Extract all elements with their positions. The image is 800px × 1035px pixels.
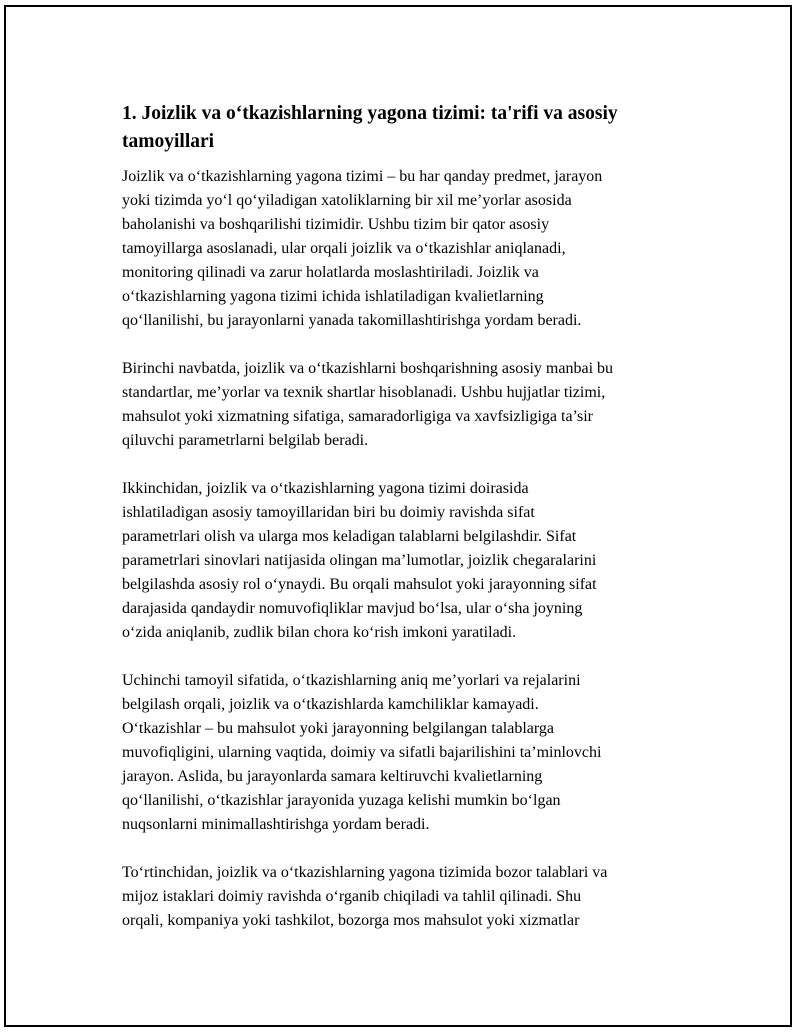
text-line: parametrlari olish va ularga mos keladigan talablarni belgilashdir. Sifat — [122, 528, 577, 545]
paragraph-second-principle — [122, 477, 694, 645]
title-line: tamoyillari — [122, 131, 215, 152]
text-line: monitoring qilinadi va zarur holatlarda moslashtiriladi. Joizlik va — [122, 264, 539, 281]
text-line: yoki tizimda yo‘l qo‘yiladigan xatoliklarning bir xil me’yorlar asosida — [122, 192, 572, 209]
text-line: To‘rtinchidan, joizlik va o‘tkazishlarning yagona tizimida bozor talablari va — [122, 864, 608, 881]
text-line: qiluvchi parametrlarni belgilab beradi. — [122, 432, 369, 449]
paragraph-first-principle — [122, 357, 694, 453]
text-line: parametrlari sinovlari natijasida olingan ma’lumotlar, joizlik chegaralarini — [122, 552, 597, 569]
text-line: baholanishi va boshqarilishi tizimidir. Ushbu tizim bir qator asosiy — [122, 216, 550, 233]
text-line: darajasida qandaydir nomuvofiqliklar mavjud bo‘lsa, ular o‘sha joyning — [122, 600, 583, 617]
section-title — [122, 100, 694, 156]
text-line: Ikkinchidan, joizlik va o‘tkazishlarning yagona tizimi doirasida — [122, 480, 529, 497]
text-line: qo‘llanilishi, bu jarayonlarni yanada takomillashtirishga yordam beradi. — [122, 312, 582, 329]
text-line: standartlar, me’yorlar va texnik shartlar hisoblanadi. Ushbu hujjatlar tizimi, — [122, 384, 606, 401]
text-line: belgilash orqali, joizlik va o‘tkazishlarda kamchiliklar kamayadi. — [122, 696, 539, 713]
text-line: o‘zida aniqlanib, zudlik bilan chora ko‘rish imkoni yaratiladi. — [122, 624, 517, 641]
title-line: 1. Joizlik va o‘tkazishlarning yagona tizimi: ta'rifi va asosiy — [122, 103, 618, 124]
text-line: belgilashda asosiy rol o‘ynaydi. Bu orqali mahsulot yoki jarayonning sifat — [122, 576, 597, 593]
text-line: nuqsonlarni minimallashtirishga yordam beradi. — [122, 816, 430, 833]
text-line: o‘tkazishlarning yagona tizimi ichida ishlatiladigan kvalietlarning — [122, 288, 544, 305]
text-line: Uchinchi tamoyil sifatida, o‘tkazishlarning aniq me’yorlari va rejalarini — [122, 672, 581, 689]
text-line: ishlatiladigan asosiy tamoyillaridan biri bu doimiy ravishda sifat — [122, 504, 535, 521]
text-line: qo‘llanilishi, o‘tkazishlar jarayonida yuzaga kelishi mumkin bo‘lgan — [122, 792, 561, 809]
text-line: orqali, kompaniya yoki tashkilot, bozorga mos mahsulot yoki xizmatlar — [122, 912, 580, 929]
text-line: O‘tkazishlar – bu mahsulot yoki jarayonning belgilangan talablarga — [122, 720, 555, 737]
paragraph-third-principle — [122, 669, 694, 837]
text-line: jarayon. Aslida, bu jarayonlarda samara keltiruvchi kvalietlarning — [122, 768, 543, 785]
paragraph-fourth-principle — [122, 861, 694, 933]
text-line: Joizlik va o‘tkazishlarning yagona tizimi – bu har qanday predmet, jarayon — [122, 168, 603, 185]
text-line: Birinchi navbatda, joizlik va o‘tkazishlarni boshqarishning asosiy manbai bu — [122, 360, 614, 377]
text-line: mijoz istaklari doimiy ravishda o‘rganib chiqiladi va tahlil qilinadi. Shu — [122, 888, 582, 905]
text-line: tamoyillarga asoslanadi, ular orqali joizlik va o‘tkazishlar aniqlanadi, — [122, 240, 566, 257]
document-page — [4, 5, 792, 1027]
paragraph-definition — [122, 165, 694, 333]
document-content — [122, 100, 694, 957]
text-line: muvofiqligini, ularning vaqtida, doimiy va sifatli bajarilishini ta’minlovchi — [122, 744, 602, 761]
text-line: mahsulot yoki xizmatning sifatiga, samaradorligiga va xavfsizligiga ta’sir — [122, 408, 593, 425]
